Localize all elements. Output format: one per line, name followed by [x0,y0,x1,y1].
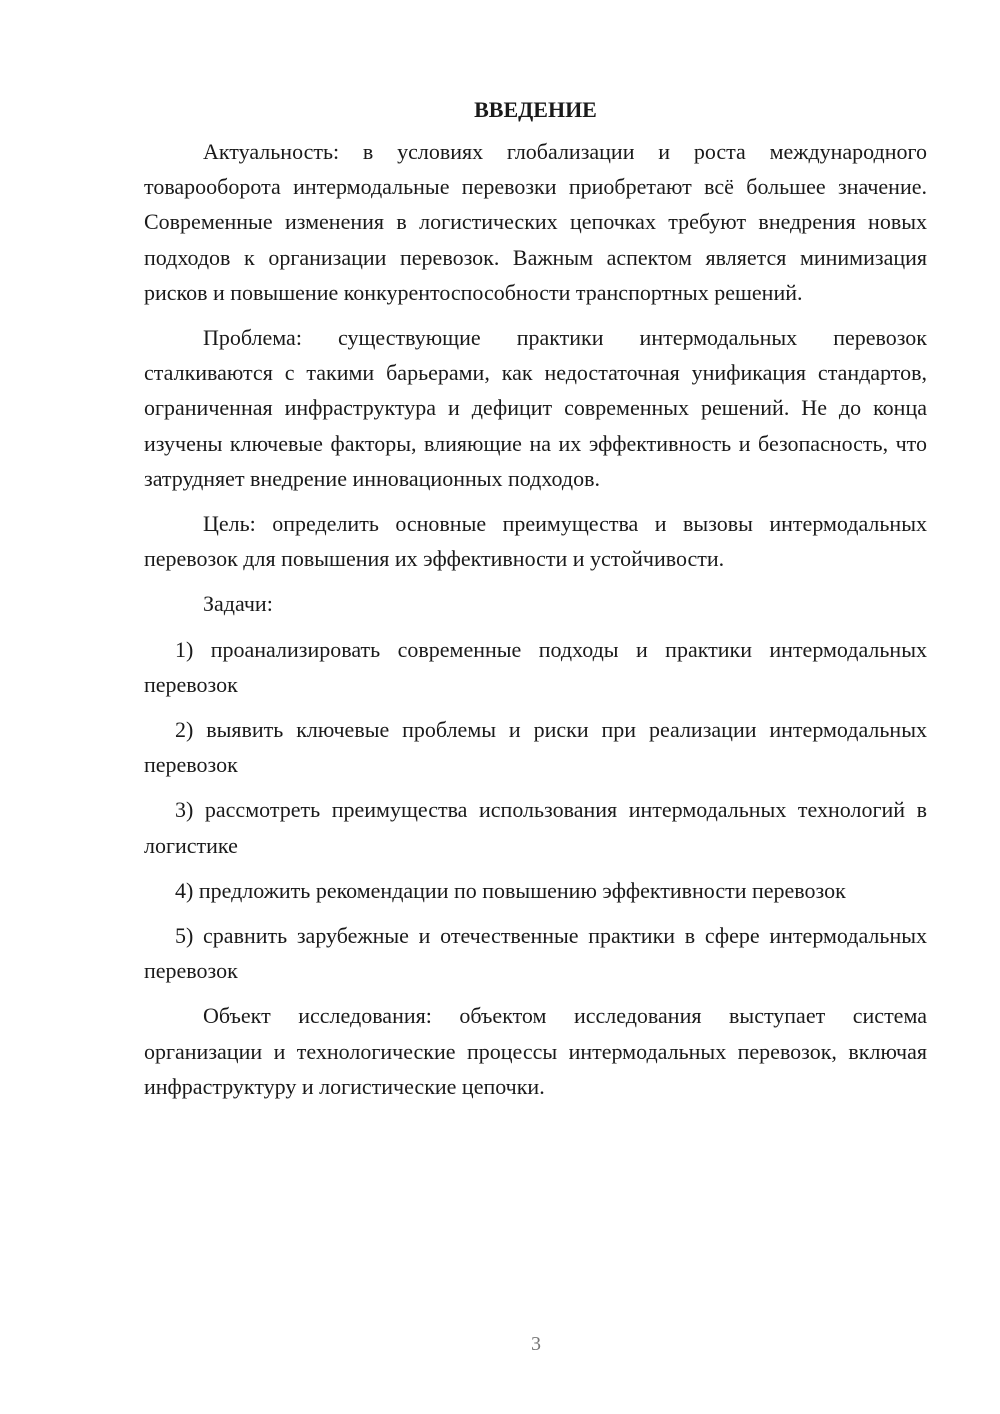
task-item: 4) предложить рекомендации по повышению эффективности перевозок [175,877,846,903]
problem-paragraph: Проблема: существующие практики интермодальных перевозок сталкиваются с такими барьерами, как недостаточная унификация стандартов, ограниченная инфраструктура и дефицит современных решений. Не до конца изучены ключевые факторы, влияющие на их эффективность и безопасность, что затрудняет внедрение инновационных подходов. [144,325,927,491]
tasks-list [144,632,927,989]
section-heading: ВВЕДЕНИЕ [474,97,597,122]
document-page [144,92,927,1114]
task-item: 3) рассмотреть преимущества использования интермодальных технологий в логистике [144,797,927,858]
task-item: 2) выявить ключевые проблемы и риски при реализации интермодальных перевозок [144,717,927,778]
goal-paragraph: Цель: определить основные преимущества и вызовы интермодальных перевозок для повышения их эффективности и устойчивости. [144,511,927,572]
tasks-label: Задачи: [203,591,273,617]
page-number: 3 [531,1333,541,1355]
task-item: 5) сравнить зарубежные и отечественные практики в сфере интермодальных перевозок [144,923,927,984]
object-paragraph: Объект исследования: объектом исследования выступает система организации и технологические процессы интермодальных перевозок, включая инфраструктуру и логистические цепочки. [144,1003,927,1099]
relevance-paragraph: Актуальность: в условиях глобализации и роста международного товарооборота интермодальные перевозки приобретают всё большее значение. Современные изменения в логистических цепочках требуют внедрения новых подходов к организации перевозок. Важным аспектом является минимизация рисков и повышение конкурентоспособности транспортных решений. [144,139,927,305]
task-item: 1) проанализировать современные подходы и практики интермодальных перевозок [144,636,927,697]
